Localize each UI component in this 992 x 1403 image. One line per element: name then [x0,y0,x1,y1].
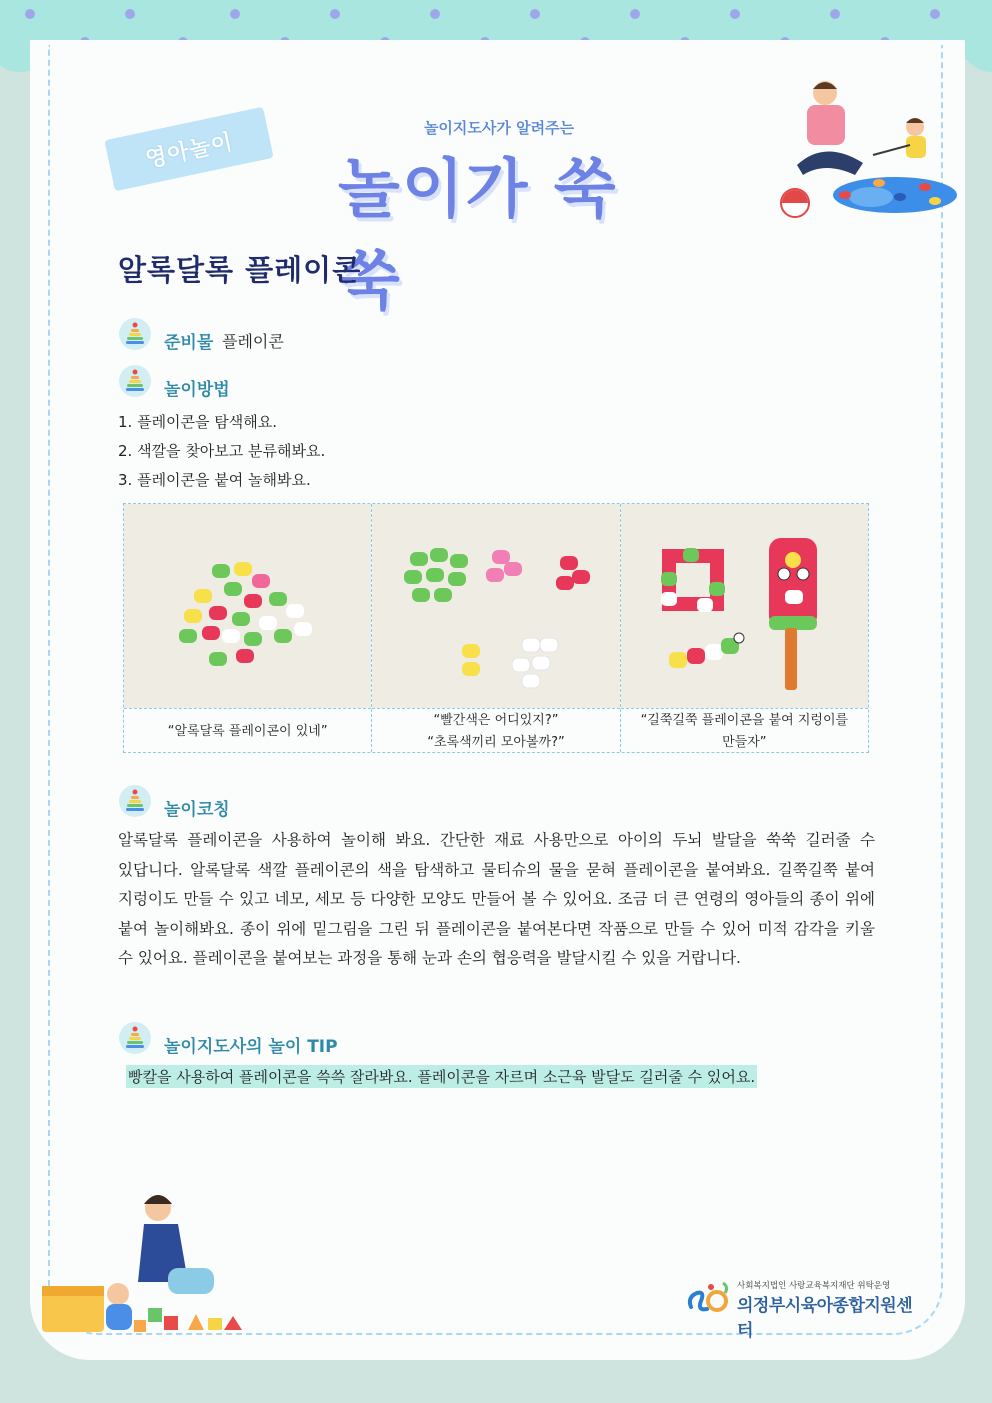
method-step: 1. 플레이콘을 탐색해요. [118,413,278,431]
photo-caption-line: 만들자” [722,735,767,750]
playcorn-creation-photo [621,504,868,708]
playcorn-pile-photo [124,504,371,708]
photo-cell [124,504,372,752]
method-label: 놀이방법 [164,380,230,400]
materials-label: 준비물 [164,333,214,353]
photo-cell [621,504,868,752]
org-logo [685,1277,925,1341]
category-tag-label: 영아놀이 [143,129,236,173]
photo-caption-line: “초록색끼리 모아볼까?” [427,735,565,750]
photo-caption [621,708,868,755]
photo-table [123,503,869,753]
tip-label: 놀이지도사의 놀이 TIP [164,1037,338,1057]
method-steps [118,408,618,495]
playcorn-sorted-photo [372,504,619,708]
org-logo-icon [685,1279,733,1315]
method-step: 3. 플레이콘을 붙여 놀해봐요. [118,471,311,489]
photo-caption [372,708,619,755]
org-operator: 사회복지법인 사랑교육복지재단 위탁운영 [737,1281,891,1291]
activity-title: 알록달록 플레이콘 [118,253,362,287]
stacking-rings-icon [119,785,151,817]
header-title-box [338,138,668,319]
stacking-rings-icon [119,365,151,397]
mother-baby-toys-illustration [38,1190,248,1350]
coaching-label: 놀이코칭 [164,800,230,820]
stacking-rings-icon [119,318,151,350]
method-step: 2. 색깔을 찾아보고 분류해봐요. [118,442,326,460]
header-title: 놀이가 쑥쑥 [338,153,618,319]
photo-caption-line: “알록달록 플레이콘이 있네” [167,724,328,739]
coaching-text: 알록달록 플레이콘을 사용하여 놀이해 봐요. 간단한 재료 사용만으로 아이의 두뇌 발달을 쑥쑥 길러줄 수 있답니다. 알록달록 색깔 플레이콘의 색을 탐색하고 물티슈의 물을 묻혀 플레이콘을 붙여봐요. 길쭉길쭉 붙여 지렁이도 만들 수 있고 네모, 세모 등 다양한 모양도 만들어 볼 수 있어요. 조금 더 큰 연령의 영아들의 종이 위에 붙여 놀이해봐요. 종이 위에 밑그림을 그린 뒤 플레이콘을 붙여본다면 작품으로 만들 수 있어 미적 감각을 키울 수 있어요. 플레이콘을 붙여보는 과정을 통해 눈과 손의 협응력을 발달시킬 수 있을 거랍니다. [118,831,875,967]
photo-caption-line: “길쭉길쭉 플레이콘을 붙여 지렁이를 [640,713,849,728]
materials-value: 플레이콘 [222,332,284,351]
header-subtitle: 놀이지도사가 알려주는 [423,119,575,137]
photo-caption-line: “빨간색은 어디있지?” [433,713,559,728]
father-child-fishing-illustration [775,75,960,225]
photo-caption [124,708,371,755]
stacking-rings-icon [119,1022,151,1054]
photo-cell [372,504,620,752]
org-name: 의정부시육아종합지원센터 [737,1296,913,1341]
tip-text: 빵칼을 사용하여 플레이콘을 쓱쓱 잘라봐요. 플레이콘을 자르며 소근육 발달도 길러줄 수 있어요. [126,1065,757,1088]
